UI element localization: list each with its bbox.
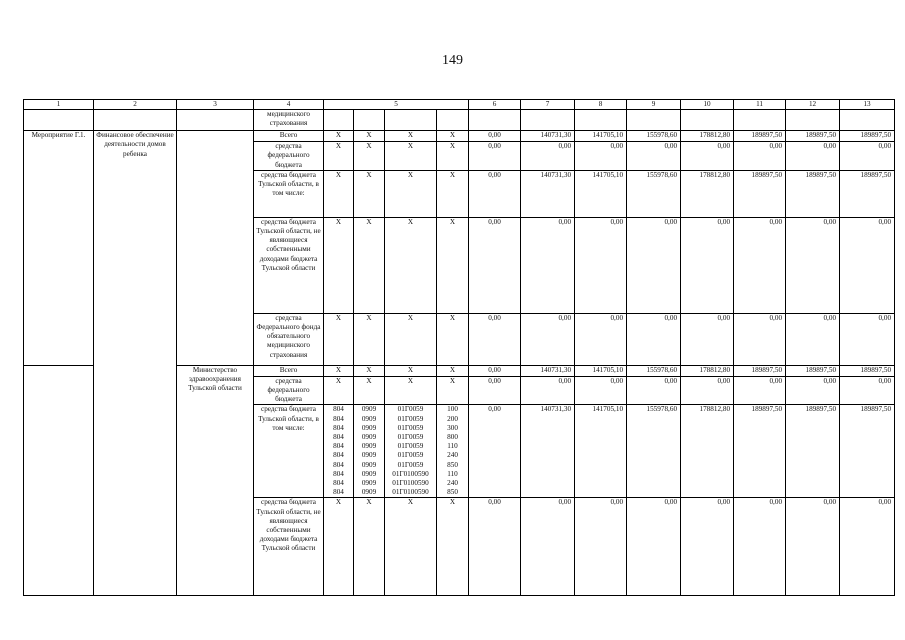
- amount-cell: 0,00: [786, 217, 840, 313]
- amount-cell: 0,00: [840, 376, 895, 405]
- amount-cell: 0,00: [627, 498, 681, 596]
- budget-code-line: 01Г0059: [397, 423, 424, 432]
- funding-source-cell: средства бюджета Тульской области, в том числе:: [254, 170, 324, 217]
- budget-code-cell: X: [354, 170, 385, 217]
- amount-cell: 0,00: [575, 217, 627, 313]
- amount-cell: 140731,30: [521, 170, 575, 217]
- amount-cell: 140731,30: [521, 131, 575, 142]
- budget-code-cell: X: [324, 142, 354, 171]
- amount-cell: 189897,50: [840, 365, 895, 376]
- budget-code-line: 0909: [361, 469, 377, 478]
- amount-cell: 0,00: [469, 365, 521, 376]
- budget-code-line: 110: [447, 442, 458, 451]
- budget-code-cell: X: [354, 131, 385, 142]
- amount-cell: 189897,50: [734, 365, 786, 376]
- budget-code-line: 804: [333, 479, 344, 488]
- budget-code-line: 01Г0059: [397, 451, 424, 460]
- amount-cell: 0,00: [521, 313, 575, 365]
- header-cell: 13: [840, 100, 895, 110]
- budget-code-line: 804: [333, 423, 344, 432]
- amount-cell: 0,00: [627, 313, 681, 365]
- header-cell: 1: [24, 100, 94, 110]
- budget-code-cell: [324, 405, 354, 498]
- event-description-cell: Финансовое обеспечение деятельности домов ребенка: [94, 131, 177, 596]
- amount-cell: 189897,50: [840, 131, 895, 142]
- budget-code-line: 01Г0059: [397, 442, 424, 451]
- amount-cell: 0,00: [469, 131, 521, 142]
- budget-code-cell: X: [385, 365, 437, 376]
- budget-code-cell: X: [437, 142, 469, 171]
- page-number: 149: [442, 53, 463, 68]
- amount-cell: 0,00: [521, 376, 575, 405]
- amount-cell: 141705,10: [575, 170, 627, 217]
- budget-code-line: 0909: [361, 405, 377, 414]
- amount-cell: 189897,50: [786, 170, 840, 217]
- amount-cell: 0,00: [575, 498, 627, 596]
- amount-cell: 140731,30: [521, 405, 575, 498]
- budget-code-cell: X: [324, 365, 354, 376]
- budget-code-line: 01Г0100590: [392, 479, 429, 488]
- budget-code-line: 0909: [361, 479, 377, 488]
- funding-source-cell: средства федерального бюджета: [254, 142, 324, 171]
- budget-code-cell: X: [324, 131, 354, 142]
- amount-cell: 0,00: [469, 405, 521, 498]
- amount-cell: 141705,10: [575, 365, 627, 376]
- funding-source-cell: средства бюджета Тульской области, не являющиеся собственными доходами бюджета Тульской области: [254, 498, 324, 596]
- header-cell: 11: [734, 100, 786, 110]
- budget-code-cell: X: [354, 365, 385, 376]
- budget-code-cell: X: [437, 365, 469, 376]
- budget-code-cell: X: [437, 170, 469, 217]
- funding-source-cell: Всего: [254, 365, 324, 376]
- amount-cell: 155978,60: [627, 365, 681, 376]
- amount-cell: 189897,50: [786, 405, 840, 498]
- budget-code-line: 850: [447, 460, 458, 469]
- budget-code-line: 0909: [361, 423, 377, 432]
- budget-code-line: 01Г0059: [397, 433, 424, 442]
- budget-code-line: 0909: [361, 414, 377, 423]
- program-table: [23, 99, 895, 596]
- continuation-label: медицинского страхования: [254, 110, 324, 131]
- amount-cell: 0,00: [521, 498, 575, 596]
- amount-cell: 0,00: [469, 217, 521, 313]
- budget-code-line: 0909: [361, 488, 377, 497]
- budget-code-line: 240: [447, 479, 458, 488]
- amount-cell: 178812,80: [681, 131, 734, 142]
- amount-cell: 0,00: [521, 142, 575, 171]
- header-cell: 10: [681, 100, 734, 110]
- funding-source-cell: средства федерального бюджета: [254, 376, 324, 405]
- header-cell: 4: [254, 100, 324, 110]
- amount-cell: 140731,30: [521, 365, 575, 376]
- budget-code-line: 850: [447, 488, 458, 497]
- amount-cell: 178812,80: [681, 170, 734, 217]
- amount-cell: 0,00: [734, 498, 786, 596]
- amount-cell: 0,00: [734, 142, 786, 171]
- budget-code-line: 100: [447, 405, 458, 414]
- budget-code-line: 110: [447, 469, 458, 478]
- header-cell: 5: [324, 100, 469, 110]
- budget-code-cell: X: [437, 313, 469, 365]
- budget-code-cell: X: [385, 142, 437, 171]
- amount-cell: 141705,10: [575, 131, 627, 142]
- header-cell: 12: [786, 100, 840, 110]
- executor-empty-cell: [177, 131, 254, 366]
- amount-cell: 0,00: [469, 376, 521, 405]
- budget-code-cell: X: [385, 217, 437, 313]
- amount-cell: 0,00: [575, 142, 627, 171]
- amount-cell: 0,00: [734, 313, 786, 365]
- amount-cell: 189897,50: [840, 170, 895, 217]
- continuation-row: [24, 110, 895, 131]
- funding-source-cell: средства бюджета Тульской области, не являющиеся собственными доходами бюджета Тульской области: [254, 217, 324, 313]
- header-cell: 2: [94, 100, 177, 110]
- header-cell: 6: [469, 100, 521, 110]
- amount-cell: 0,00: [786, 498, 840, 596]
- header-cell: 7: [521, 100, 575, 110]
- amount-cell: 0,00: [734, 376, 786, 405]
- budget-code-line: 0909: [361, 442, 377, 451]
- amount-cell: 0,00: [681, 376, 734, 405]
- amount-cell: 0,00: [840, 142, 895, 171]
- budget-code-cell: X: [437, 131, 469, 142]
- amount-cell: 0,00: [840, 217, 895, 313]
- amount-cell: 0,00: [786, 142, 840, 171]
- table-row: [24, 131, 895, 142]
- budget-code-cell: [385, 405, 437, 498]
- budget-code-cell: X: [437, 376, 469, 405]
- budget-code-cell: X: [385, 131, 437, 142]
- amount-cell: 189897,50: [734, 170, 786, 217]
- budget-code-line: 01Г0100590: [392, 469, 429, 478]
- header-cell: 8: [575, 100, 627, 110]
- budget-code-line: 200: [447, 414, 458, 423]
- budget-code-line: 800: [447, 433, 458, 442]
- amount-cell: 0,00: [681, 142, 734, 171]
- amount-cell: 0,00: [681, 498, 734, 596]
- budget-code-line: 01Г0059: [397, 405, 424, 414]
- budget-code-cell: X: [385, 313, 437, 365]
- budget-code-line: 240: [447, 451, 458, 460]
- amount-cell: 189897,50: [786, 365, 840, 376]
- budget-code-cell: X: [354, 142, 385, 171]
- budget-code-line: 01Г0100590: [392, 488, 429, 497]
- amount-cell: 0,00: [575, 376, 627, 405]
- budget-code-line: 804: [333, 405, 344, 414]
- amount-cell: 0,00: [521, 217, 575, 313]
- amount-cell: 189897,50: [734, 405, 786, 498]
- budget-code-line: 804: [333, 442, 344, 451]
- event-empty-cell: [24, 365, 94, 596]
- amount-cell: 189897,50: [840, 405, 895, 498]
- amount-cell: 0,00: [627, 217, 681, 313]
- amount-cell: 0,00: [469, 170, 521, 217]
- budget-code-cell: X: [437, 217, 469, 313]
- budget-code-line: 804: [333, 469, 344, 478]
- budget-code-cell: [437, 405, 469, 498]
- budget-code-cell: X: [324, 217, 354, 313]
- amount-cell: 0,00: [734, 217, 786, 313]
- budget-code-line: 0909: [361, 433, 377, 442]
- amount-cell: 155978,60: [627, 131, 681, 142]
- amount-cell: 155978,60: [627, 405, 681, 498]
- budget-code-line: 01Г0059: [397, 414, 424, 423]
- amount-cell: 178812,80: [681, 405, 734, 498]
- amount-cell: 0,00: [575, 313, 627, 365]
- budget-code-line: 804: [333, 451, 344, 460]
- budget-code-cell: X: [385, 376, 437, 405]
- budget-code-cell: X: [354, 376, 385, 405]
- executor-cell: Министерство здравоохранения Тульской области: [177, 365, 254, 596]
- budget-code-cell: [354, 405, 385, 498]
- funding-source-cell: средства бюджета Тульской области, в том числе:: [254, 405, 324, 498]
- event-name-cell: Мероприятие Г.1.: [24, 131, 94, 366]
- amount-cell: 0,00: [469, 313, 521, 365]
- budget-code-cell: X: [324, 170, 354, 217]
- budget-code-line: 0909: [361, 451, 377, 460]
- budget-code-cell: X: [354, 498, 385, 596]
- amount-cell: 0,00: [840, 498, 895, 596]
- budget-code-cell: X: [324, 498, 354, 596]
- budget-code-cell: X: [437, 498, 469, 596]
- amount-cell: 0,00: [840, 313, 895, 365]
- budget-code-cell: X: [354, 217, 385, 313]
- funding-source-cell: Всего: [254, 131, 324, 142]
- amount-cell: 178812,80: [681, 365, 734, 376]
- budget-code-cell: X: [324, 376, 354, 405]
- amount-cell: 0,00: [469, 142, 521, 171]
- amount-cell: 155978,60: [627, 170, 681, 217]
- budget-code-line: 804: [333, 460, 344, 469]
- budget-code-line: 01Г0059: [397, 460, 424, 469]
- amount-cell: 0,00: [786, 376, 840, 405]
- header-row: [24, 100, 895, 110]
- amount-cell: 0,00: [786, 313, 840, 365]
- amount-cell: 0,00: [627, 142, 681, 171]
- budget-code-cell: X: [324, 313, 354, 365]
- funding-source-cell: средства Федерального фонда обязательного медицинского страхования: [254, 313, 324, 365]
- budget-code-line: 804: [333, 414, 344, 423]
- budget-code-cell: X: [354, 313, 385, 365]
- amount-cell: 0,00: [469, 498, 521, 596]
- budget-code-cell: X: [385, 170, 437, 217]
- amount-cell: 0,00: [681, 217, 734, 313]
- amount-cell: 0,00: [681, 313, 734, 365]
- amount-cell: 0,00: [627, 376, 681, 405]
- amount-cell: 189897,50: [786, 131, 840, 142]
- header-cell: 3: [177, 100, 254, 110]
- budget-code-line: 300: [447, 423, 458, 432]
- budget-code-line: 804: [333, 433, 344, 442]
- budget-code-line: 804: [333, 488, 344, 497]
- amount-cell: 141705,10: [575, 405, 627, 498]
- header-cell: 9: [627, 100, 681, 110]
- budget-code-line: 0909: [361, 460, 377, 469]
- budget-code-cell: X: [385, 498, 437, 596]
- amount-cell: 189897,50: [734, 131, 786, 142]
